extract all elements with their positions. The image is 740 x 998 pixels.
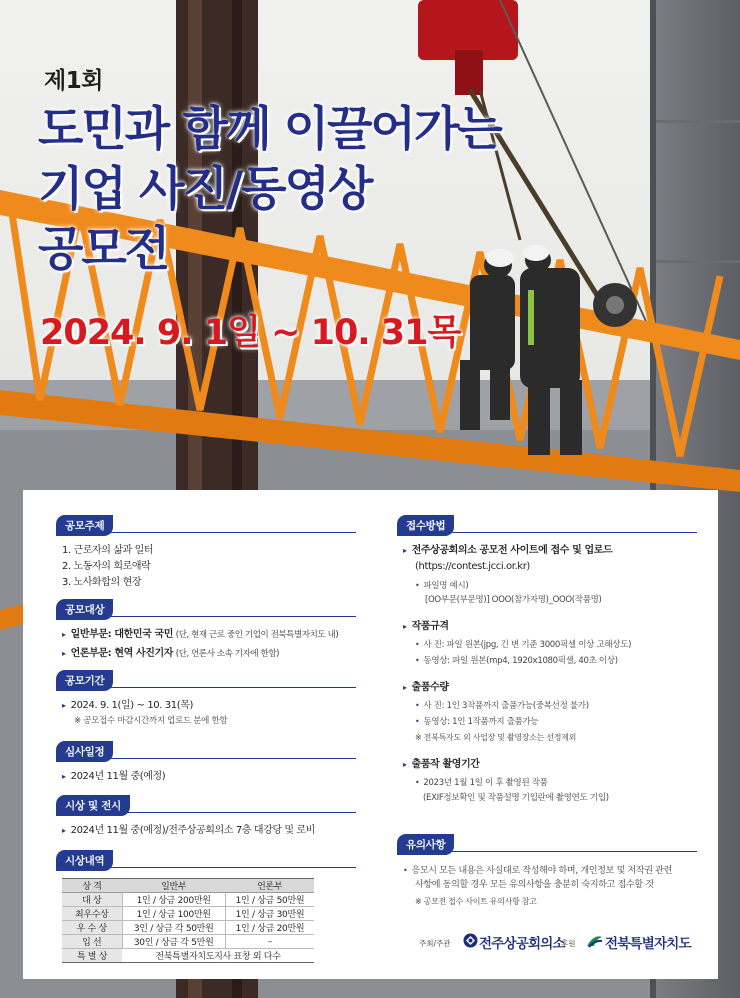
divider [397,532,697,533]
triangle-bullet-icon: ▸ [62,701,66,710]
spec-video: 동영상: 파일 원본(mp4, 1920x1080픽셀, 40초 이상) [423,656,618,666]
filename-label: 파일명 예시) [423,581,469,591]
spec-label: 작품규격 [411,621,449,632]
section-ceremony [56,794,315,839]
section-title-period: 공모기간 [56,670,113,691]
poster-title [38,100,501,280]
divider [56,687,356,688]
section-title-theme: 공모주제 [56,515,113,536]
title-line-1: 도민과 함께 이끌어가는 [38,102,501,157]
divider [397,851,697,852]
dot-bullet-icon: • [415,701,420,710]
quantity-label: 출품수량 [411,682,449,693]
caution-line-2: 사항에 동의할 경우 모든 유의사항을 충분히 숙지하고 접수할 것 [415,880,654,890]
triangle-bullet-icon: ▸ [403,622,407,631]
contest-period-headline: 2024. 9. 1일 ~ 10. 31목 [40,313,461,353]
dot-bullet-icon: • [415,640,420,649]
dot-bullet-icon: • [415,656,420,665]
triangle-bullet-icon: ▸ [403,683,407,692]
shooting-note: (EXIF정보확인 및 작품설명 기입란에 촬영연도 기입) [423,793,609,803]
section-title-awards: 시상내역 [56,850,113,871]
award-general: 3인 / 상금 각 50만원 [122,921,225,935]
chamber-logo-icon [463,933,478,948]
caution-note: ※ 공모전 접수 사이트 유의사항 참고 [415,897,537,906]
host-label: 주최/주관 [419,939,451,948]
submit-main: 전주상공회의소 공모전 사이트에 접수 및 업로드 [411,545,613,556]
awards-header-cell: 언론부 [225,879,314,893]
triangle-bullet-icon: ▸ [403,546,407,555]
awards-table-header [62,879,314,893]
host-org: 전주상공회의소 [479,936,565,952]
table-row [62,921,314,935]
award-press: 1인 / 상금 20만원 [225,921,314,935]
table-row [62,907,314,921]
sponsor-org: 전북특별자치도 [605,936,691,952]
ceremony-value: 2024년 11월 중(예정)/전주상공회의소 7층 대강당 및 로비 [70,825,315,836]
section-judging [56,740,165,785]
awards-header-cell: 일반부 [122,879,225,893]
section-caution [397,833,672,909]
section-title-target: 공모대상 [56,599,113,620]
award-grade: 최우수상 [62,907,122,921]
award-general: 1인 / 상금 200만원 [122,893,225,907]
caution-line-1: 응모시 모든 내용은 사실대로 작성해야 하며, 개인정보 및 저작권 관련 [411,866,673,876]
award-press: 1인 / 상금 30만원 [225,907,314,921]
award-general: 1인 / 상금 100만원 [122,907,225,921]
section-title-caution: 유의사항 [397,834,454,855]
award-grade: 입 선 [62,935,122,949]
target-press-note: (단, 언론사 소속 기자에 한함) [175,649,280,659]
period-value: 2024. 9. 1(일) ~ 10. 31(목) [70,700,193,711]
target-general-note: (단, 현재 근로 중인 기업이 전북특별자치도 내) [175,630,339,640]
dot-bullet-icon: • [415,778,420,787]
judging-value: 2024년 11월 중(예정) [70,771,166,782]
section-period [56,669,227,728]
footer-organizers [419,930,709,954]
submit-url: (https://contest.jcci.or.kr) [415,561,530,572]
divider [56,616,356,617]
shooting-value: 2023년 1월 1일 이 후 촬영된 작품 [423,778,548,788]
section-title-ceremony: 시상 및 전시 [56,795,130,816]
theme-item: 3. 노사화합의 현장 [62,577,142,588]
triangle-bullet-icon: ▸ [403,760,407,769]
table-row [62,949,314,963]
section-target [56,598,338,662]
period-note: ※ 공모접수 마감시간까지 업로드 분에 한함 [74,716,228,726]
award-press: – [225,935,314,949]
filename-example: [OO부문(부문명)] OOO(참가자명)_OOO(작품명) [425,595,602,605]
divider [56,867,356,868]
quantity-photo: 사 진: 1인 3작품까지 출품가능(중복선정 불가) [423,701,589,711]
info-panel [23,490,718,979]
triangle-bullet-icon: ▸ [62,826,66,835]
divider [56,532,356,533]
spec-photo: 사 진: 파일 원본(jpg, 긴 변 기준 3000픽셀 이상 고해상도) [423,640,632,650]
theme-item: 2. 노동자의 희로애락 [62,561,151,572]
title-line-3: 공모전 [38,222,169,277]
dot-bullet-icon: • [415,581,420,590]
section-title-judging: 심사일정 [56,741,113,762]
dot-bullet-icon: • [403,866,408,875]
award-general: 30인 / 상금 각 5만원 [122,935,225,949]
quantity-note: ※ 전북특자도 외 사업장 및 촬영장소는 선정제외 [415,733,576,742]
target-press: 언론부문: 현역 사진기자 [70,648,173,659]
award-grade: 대 상 [62,893,122,907]
sponsor-label: 후원 [561,939,576,948]
theme-item: 1. 근로자의 삶과 일터 [62,545,154,556]
triangle-bullet-icon: ▸ [62,772,66,781]
quantity-video: 동영상: 1인 1작품까지 출품가능 [423,717,539,727]
divider [56,812,356,813]
dot-bullet-icon: • [415,717,420,726]
shooting-label: 출품작 촬영기간 [411,759,480,770]
target-general: 일반부문: 대한민국 국민 [70,629,173,640]
section-title-submit: 접수방법 [397,515,454,536]
table-row [62,935,314,949]
award-special: 전북특별자치도지사 표창 외 다수 [122,949,314,963]
edition-label: 제1회 [44,68,103,94]
jeonbuk-logo-icon [586,933,603,948]
awards-table [62,878,314,963]
award-grade: 우 수 상 [62,921,122,935]
triangle-bullet-icon: ▸ [62,630,66,639]
title-line-2: 기업 사진/동영상 [38,162,372,217]
table-row [62,893,314,907]
section-awards [56,849,314,963]
section-theme [56,514,153,591]
divider [56,758,356,759]
award-press: 1인 / 상금 50만원 [225,893,314,907]
section-submit [397,514,631,805]
awards-header-cell: 상 격 [62,879,122,893]
triangle-bullet-icon: ▸ [62,649,66,658]
award-grade: 특 별 상 [62,949,122,963]
